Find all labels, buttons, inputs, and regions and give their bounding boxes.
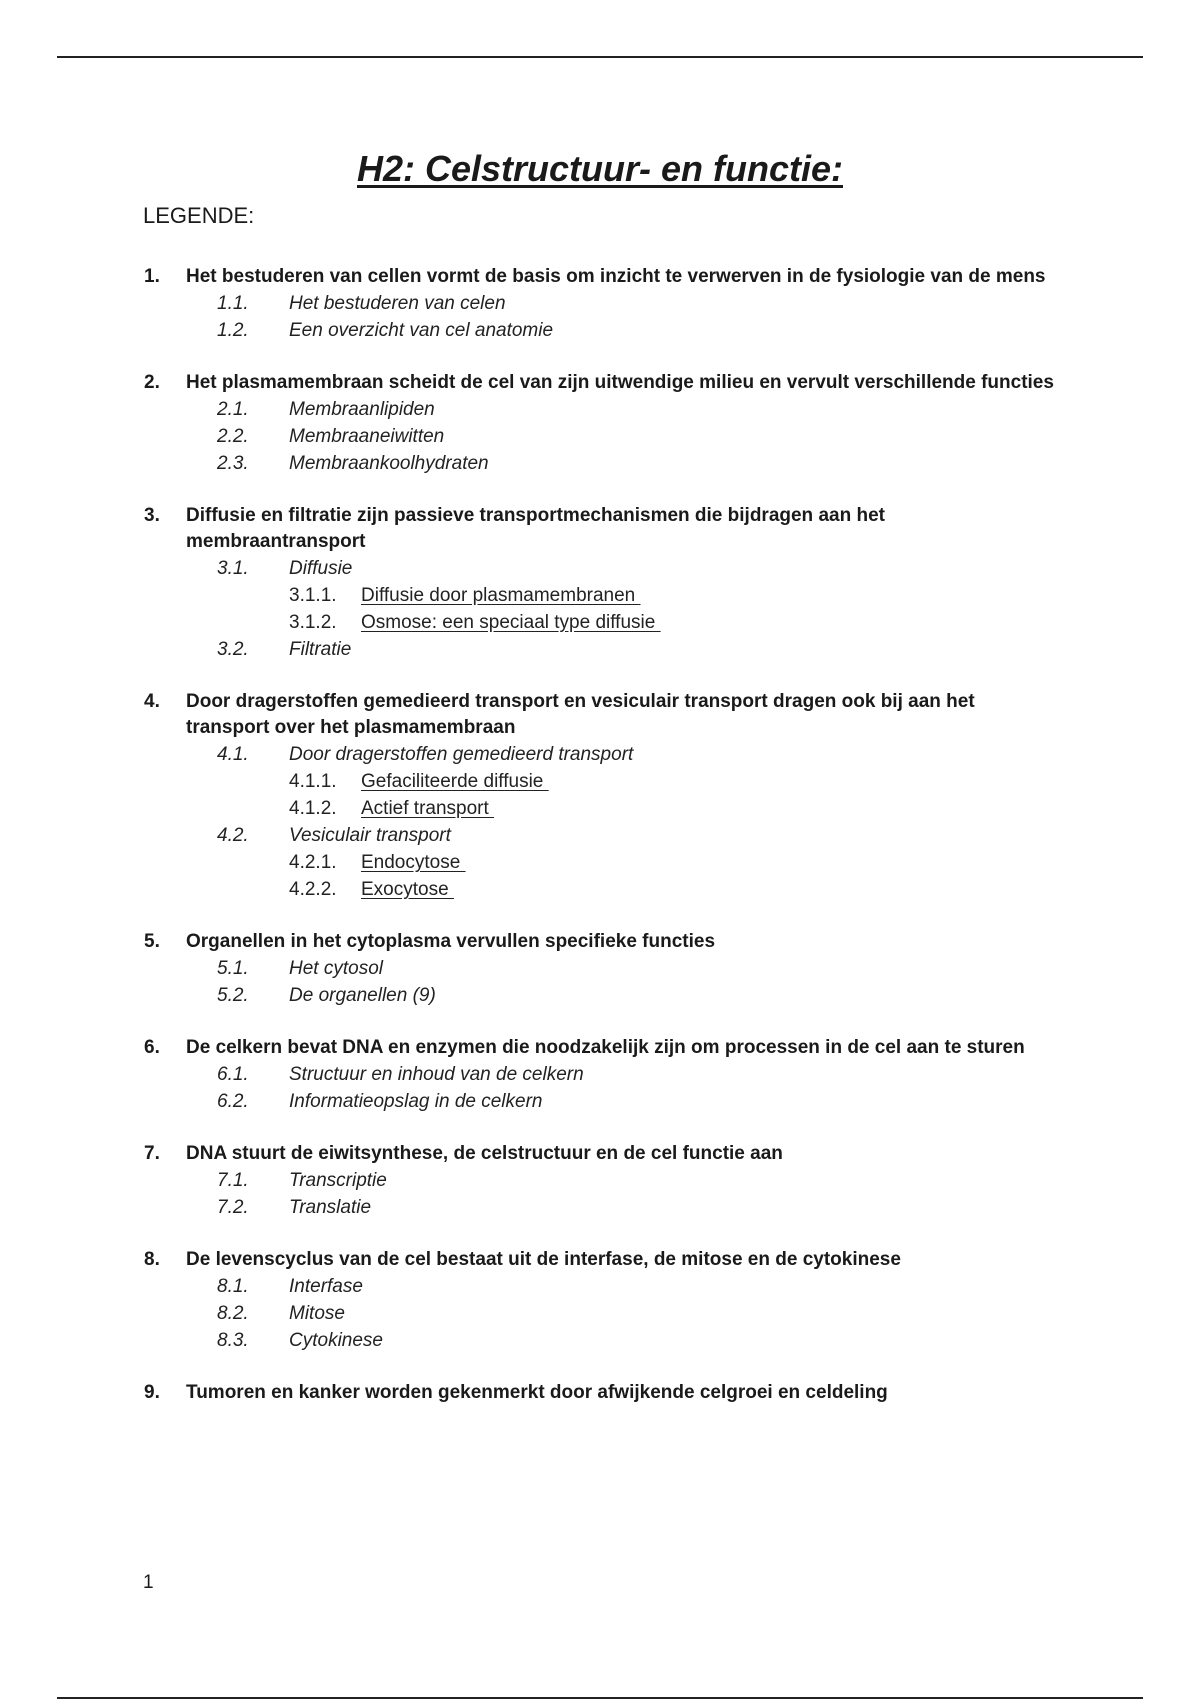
section-number: 4. — [144, 691, 160, 712]
subsection-item — [143, 555, 1063, 582]
subsection-item — [143, 396, 1063, 423]
section-heading — [143, 503, 1063, 555]
section-number: 3. — [144, 505, 160, 526]
subsection-label: Diffusie — [289, 558, 353, 579]
section-1 — [143, 264, 1063, 344]
subsection-number: 6.2. — [217, 1091, 249, 1112]
legend-label: LEGENDE: — [143, 203, 255, 228]
section-9 — [143, 1380, 1063, 1406]
subsection-number: 4.2. — [217, 825, 249, 846]
section-5 — [143, 929, 1063, 1009]
subsubsection-item — [143, 768, 1063, 795]
subsubsection-number: 4.1.2. — [289, 798, 337, 819]
subsection-number: 1.2. — [217, 320, 249, 341]
section-title: De levenscyclus van de cel bestaat uit de interfase, de mitose en de cytokinese — [186, 1249, 901, 1270]
subsection-item — [143, 741, 1063, 768]
subsection-item — [143, 290, 1063, 317]
subsection-label: Het bestuderen van celen — [289, 293, 506, 314]
section-number: 8. — [144, 1249, 160, 1270]
subsection-item — [143, 317, 1063, 344]
subsection-item — [143, 1061, 1063, 1088]
subsection-label: Een overzicht van cel anatomie — [289, 320, 554, 341]
section-title: Het bestuderen van cellen vormt de basis om inzicht te verwerven in de fysiologie van de mens — [186, 266, 1046, 287]
section-heading — [143, 370, 1063, 396]
subsubsection-number: 4.2.2. — [289, 879, 337, 900]
subsection-number: 6.1. — [217, 1064, 249, 1085]
section-heading — [143, 689, 1063, 741]
subsection-item — [143, 982, 1063, 1009]
section-heading — [143, 264, 1063, 290]
header-rule — [57, 56, 1143, 58]
subsection-item — [143, 822, 1063, 849]
subsection-item — [143, 423, 1063, 450]
subsection-label: Het cytosol — [289, 958, 383, 979]
subsection-number: 7.2. — [217, 1197, 249, 1218]
section-title: De celkern bevat DNA en enzymen die noodzakelijk zijn om processen in de cel aan te sturen — [186, 1037, 1025, 1058]
subsection-label: Vesiculair transport — [289, 825, 451, 846]
page-number: 1 — [143, 1572, 154, 1593]
subsubsection-label: Gefaciliteerde diffusie — [361, 771, 549, 792]
subsection-label: Translatie — [289, 1197, 372, 1218]
subsection-item — [143, 955, 1063, 982]
section-title: Diffusie en filtratie zijn passieve transportmechanismen die bijdragen aan het membraantransport — [186, 505, 885, 552]
section-number: 9. — [144, 1382, 160, 1403]
subsubsection-label: Exocytose — [361, 879, 454, 900]
subsection-label: Structuur en inhoud van de celkern — [289, 1064, 584, 1085]
section-4 — [143, 689, 1063, 903]
section-heading — [143, 1247, 1063, 1273]
section-title: Tumoren en kanker worden gekenmerkt door afwijkende celgroei en celdeling — [186, 1382, 888, 1403]
subsubsection-item — [143, 876, 1063, 903]
subsection-number: 7.1. — [217, 1170, 249, 1191]
section-title: Het plasmamembraan scheidt de cel van zijn uitwendige milieu en vervult verschillende functies — [186, 372, 1054, 393]
subsection-number: 8.3. — [217, 1330, 249, 1351]
subsection-label: Interfase — [289, 1276, 363, 1297]
section-heading — [143, 1141, 1063, 1167]
subsection-item — [143, 1194, 1063, 1221]
subsection-item — [143, 1273, 1063, 1300]
subsection-item — [143, 1300, 1063, 1327]
subsection-number: 2.1. — [217, 399, 249, 420]
subsection-label: Mitose — [289, 1303, 345, 1324]
subsubsection-label: Endocytose — [361, 852, 466, 873]
subsubsection-item — [143, 582, 1063, 609]
section-number: 6. — [144, 1037, 160, 1058]
subsection-item — [143, 450, 1063, 477]
subsection-label: Door dragerstoffen gemedieerd transport — [289, 744, 634, 765]
section-title: Door dragerstoffen gemedieerd transport en vesiculair transport dragen ook bij aan het transport over het plasmamembraan — [186, 691, 975, 738]
section-3 — [143, 503, 1063, 663]
section-7 — [143, 1141, 1063, 1221]
section-heading — [143, 1035, 1063, 1061]
subsubsection-number: 3.1.2. — [289, 612, 337, 633]
subsection-item — [143, 636, 1063, 663]
section-title: Organellen in het cytoplasma vervullen specifieke functies — [186, 931, 716, 952]
subsection-number: 4.1. — [217, 744, 249, 765]
subsection-label: Membraankoolhydraten — [289, 453, 489, 474]
subsection-label: Membraaneiwitten — [289, 426, 445, 447]
subsection-item — [143, 1167, 1063, 1194]
subsubsection-item — [143, 849, 1063, 876]
subsection-number: 2.2. — [217, 426, 249, 447]
subsection-label: Cytokinese — [289, 1330, 383, 1351]
subsection-number: 3.1. — [217, 558, 249, 579]
subsubsection-label: Osmose: een speciaal type diffusie — [361, 612, 661, 633]
section-2 — [143, 370, 1063, 477]
subsection-item — [143, 1327, 1063, 1354]
subsubsection-label: Actief transport — [361, 798, 495, 819]
subsubsection-item — [143, 795, 1063, 822]
subsection-label: Membraanlipiden — [289, 399, 435, 420]
subsection-label: Transcriptie — [289, 1170, 387, 1191]
table-of-contents — [143, 264, 1063, 1432]
section-number: 2. — [144, 372, 160, 393]
page-title: H2: Celstructuur- en functie: — [356, 148, 844, 189]
section-8 — [143, 1247, 1063, 1354]
section-number: 5. — [144, 931, 160, 952]
section-number: 1. — [144, 266, 160, 287]
subsubsection-number: 3.1.1. — [289, 585, 337, 606]
subsection-number: 5.1. — [217, 958, 249, 979]
subsection-label: Informatieopslag in de celkern — [289, 1091, 543, 1112]
section-number: 7. — [144, 1143, 160, 1164]
subsection-number: 5.2. — [217, 985, 249, 1006]
subsubsection-item — [143, 609, 1063, 636]
section-heading — [143, 929, 1063, 955]
subsection-number: 1.1. — [217, 293, 249, 314]
section-title: DNA stuurt de eiwitsynthese, de celstructuur en de cel functie aan — [186, 1143, 783, 1164]
subsubsection-number: 4.2.1. — [289, 852, 337, 873]
subsection-item — [143, 1088, 1063, 1115]
subsection-number: 8.1. — [217, 1276, 249, 1297]
section-6 — [143, 1035, 1063, 1115]
subsection-label: De organellen (9) — [289, 985, 436, 1006]
subsubsection-number: 4.1.1. — [289, 771, 337, 792]
subsection-number: 8.2. — [217, 1303, 249, 1324]
subsubsection-label: Diffusie door plasmamembranen — [361, 585, 641, 606]
subsection-label: Filtratie — [289, 639, 352, 660]
subsection-number: 2.3. — [217, 453, 249, 474]
subsection-number: 3.2. — [217, 639, 249, 660]
section-heading — [143, 1380, 1063, 1406]
footer-rule — [57, 1697, 1143, 1699]
